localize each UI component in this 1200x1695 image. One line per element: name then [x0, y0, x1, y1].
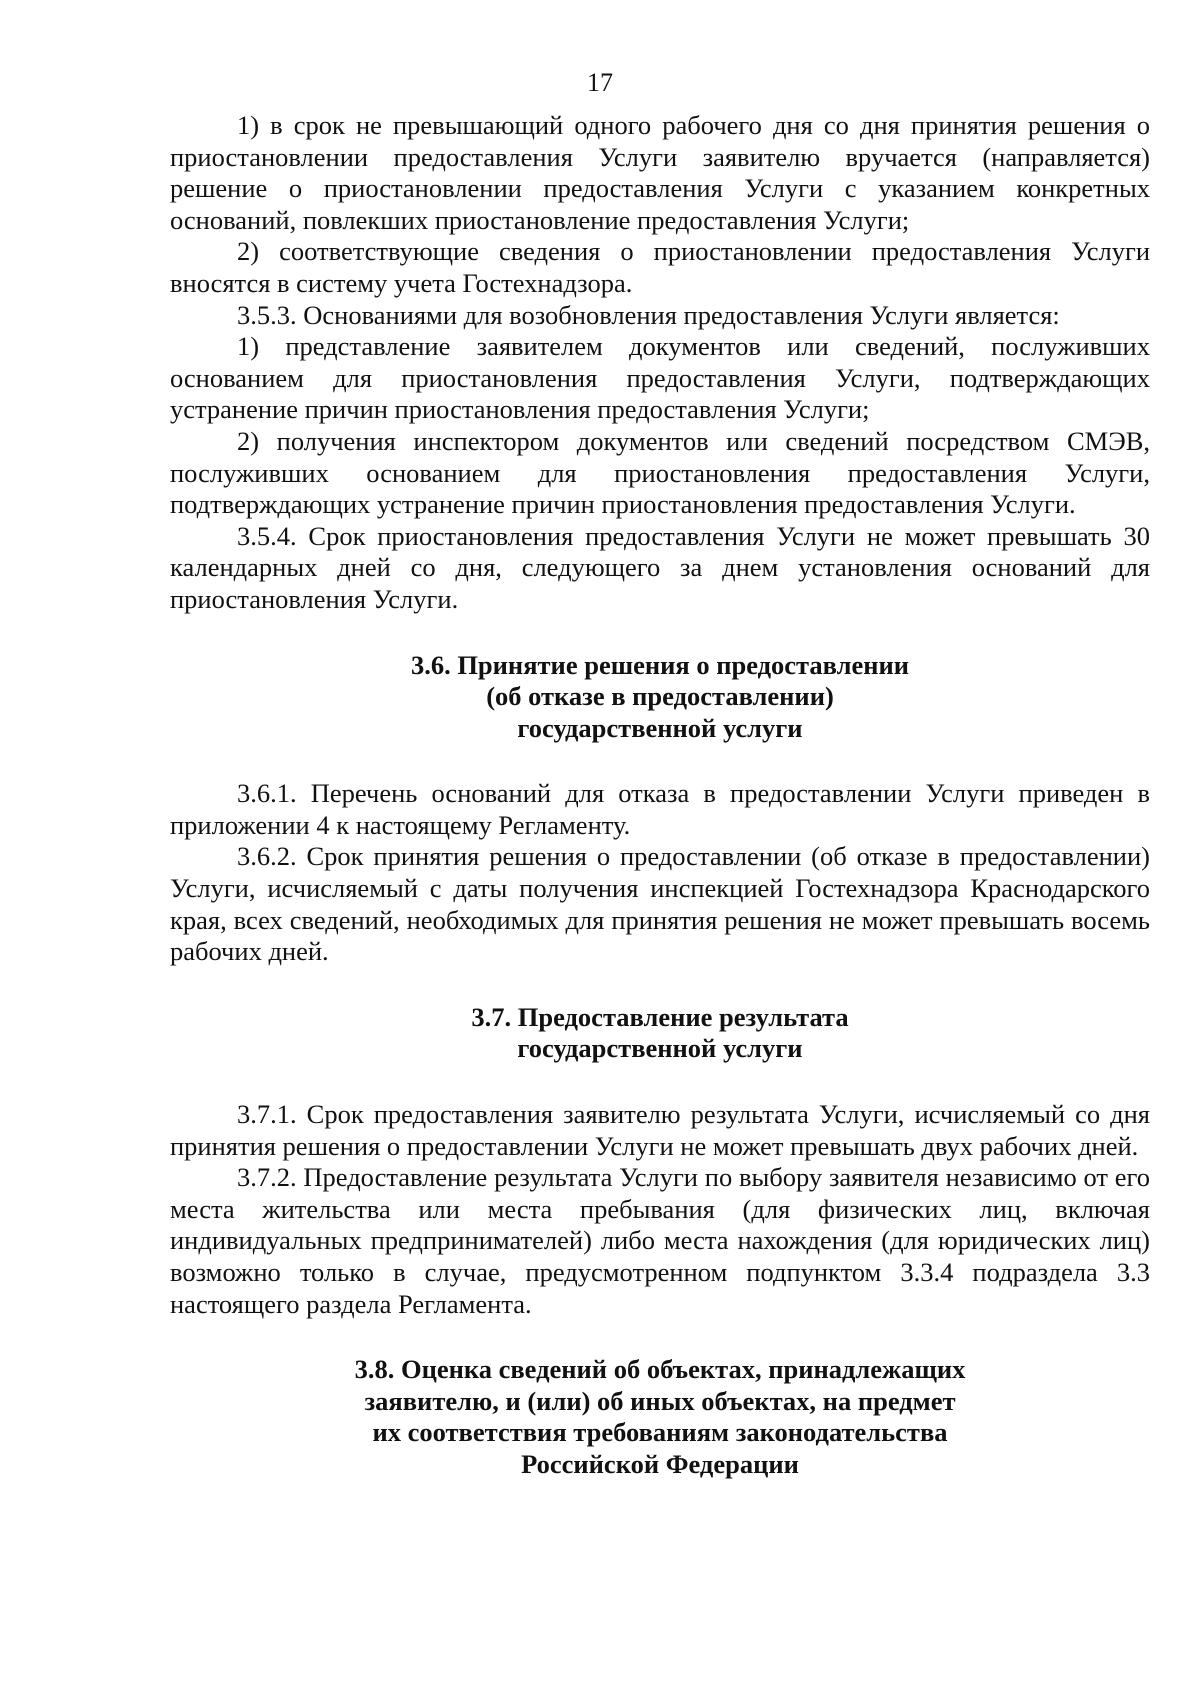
heading-line: 3.8. Оценка сведений об объектах, принадлежащих — [354, 1354, 966, 1385]
heading-line: Российской Федерации — [521, 1448, 799, 1479]
paragraph-group-3-6 — [170, 778, 1150, 968]
paragraph: 3.6.2. Срок принятия решения о предоставлении (об отказе в предоставлении) Услуги, исчисляемый с даты получения инспекцией Гостехнадзора Краснодарского края, всех сведений, необходимых для принятия решения не может превышать восемь рабочих дней. — [170, 841, 1150, 967]
heading-line: государственной услуги — [517, 712, 803, 743]
paragraph: 1) в срок не превышающий одного рабочего дня со дня принятия решения о приостановлении предоставления Услуги заявителю вручается (направляется) решение о приостановлении предоставления Услуги с указанием конкретных оснований, повлекших приостановление предоставления Услуги; — [170, 110, 1150, 235]
heading-line: (об отказе в предоставлении) — [486, 681, 834, 712]
spacer — [170, 616, 1150, 650]
paragraph: 2) соответствующие сведения о приостановлении предоставления Услуги вносятся в систему учета Гостехнадзора. — [170, 236, 1150, 298]
spacer — [170, 1320, 1150, 1354]
paragraph-group-3-7 — [170, 1099, 1150, 1320]
spacer — [170, 744, 1150, 778]
paragraph: 2) получения инспектором документов или сведений посредством СМЭВ, послуживших основанием для приостановления предоставления Услуги, подтверждающих устранение причин приостановления предоставления Услуги. — [170, 425, 1150, 520]
paragraph-group-3-5 — [170, 110, 1150, 616]
section-heading-3-8 — [170, 1354, 1150, 1480]
section-heading-3-6 — [170, 650, 1150, 745]
paragraph: 3.7.1. Срок предоставления заявителю результата Услуги, исчисляемый со дня принятия решения о предоставлении Услуги не может превышать двух рабочих дней. — [170, 1099, 1150, 1161]
heading-line: 3.6. Принятие решения о предоставлении — [410, 649, 910, 680]
paragraph: 3.5.4. Срок приостановления предоставления Услуги не может превышать 30 календарных дней со дня, следующего за днем установления оснований для приостановления Услуги. — [170, 520, 1150, 614]
heading-line: 3.7. Предоставление результата — [471, 1001, 849, 1032]
spacer — [170, 1065, 1150, 1099]
document-body — [170, 110, 1150, 1481]
paragraph: 3.7.2. Предоставление результата Услуги по выбору заявителя независимо от его места жительства или места пребывания (для физических лиц, включая индивидуальных предпринимателей) либо места нахождения (для юридических лиц) возможно только в случае, предусмотренном подпунктом 3.3.4 подраздела 3.3 настоящего раздела Регламента. — [170, 1162, 1150, 1319]
paragraph: 3.6.1. Перечень оснований для отказа в предоставлении Услуги приведен в приложении 4 к настоящему Регламенту. — [170, 778, 1150, 840]
paragraph: 1) представление заявителем документов или сведений, послуживших основанием для приостановления предоставления Услуги, подтверждающих устранение причин приостановления предоставления Услуги; — [170, 331, 1150, 425]
section-heading-3-7 — [170, 1002, 1150, 1065]
heading-line: заявителю, и (или) об иных объектах, на предмет — [364, 1385, 956, 1416]
paragraph: 3.5.3. Основаниями для возобновления предоставления Услуги является: — [237, 299, 1060, 330]
spacer — [170, 968, 1150, 1002]
heading-line: государственной услуги — [517, 1033, 803, 1064]
heading-line: их соответствия требованиям законодательства — [372, 1417, 948, 1448]
page-number: 17 — [587, 68, 613, 97]
